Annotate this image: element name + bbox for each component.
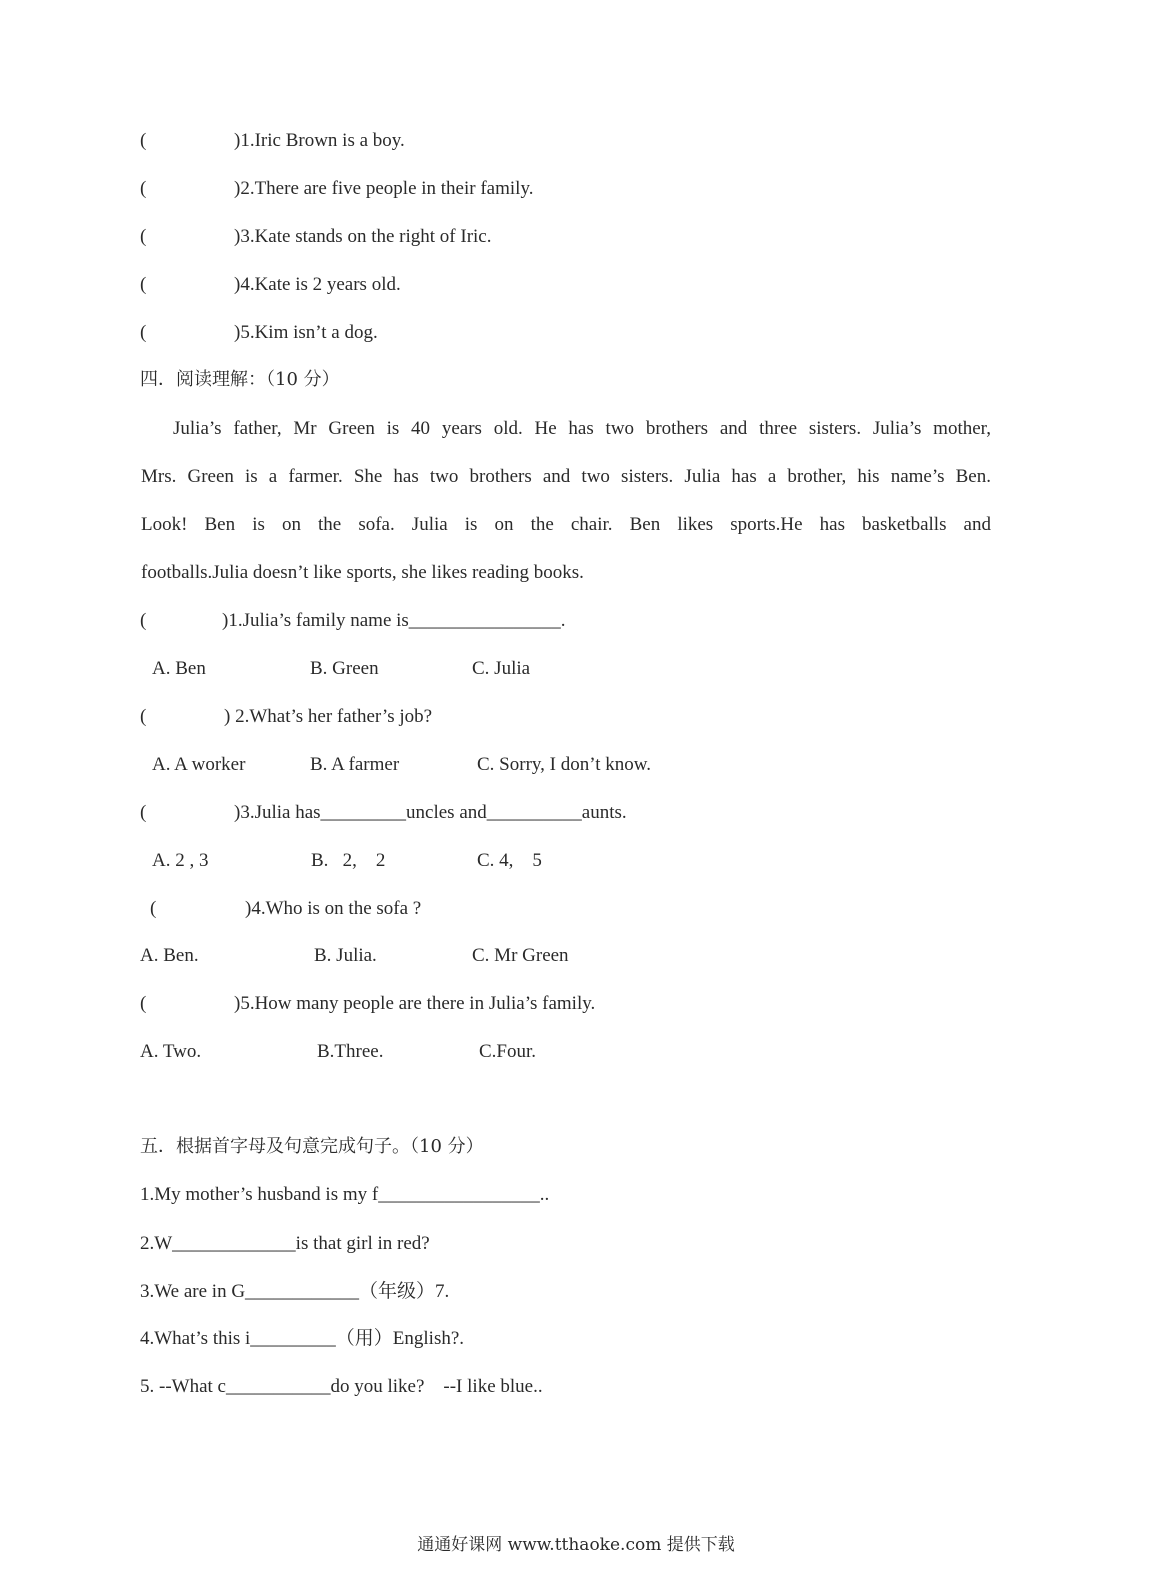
option-b: B. Green (310, 658, 379, 679)
tf-item: )5.Kim isn’t a dog. (234, 322, 378, 343)
tf-paren: ( (140, 226, 147, 247)
question-paren: ( (140, 610, 147, 631)
tf-item: )3.Kate stands on the right of Iric. (234, 226, 492, 247)
passage-line: Julia’s father, Mr Green is 40 years old. He has two brothers and three sisters. Julia’s mother, (173, 418, 991, 439)
option-a: A. Two. (140, 1041, 202, 1062)
question-paren: ( (140, 706, 147, 727)
option-a: A. Ben. (140, 945, 199, 966)
sentence-item: 5. --What c___________do you like? --I like blue.. (140, 1376, 543, 1397)
tf-item: )1.Iric Brown is a boy. (234, 130, 405, 151)
passage-line: Mrs. Green is a farmer. She has two brothers and two sisters. Julia has a brother, his name’s Ben. (141, 466, 991, 487)
page-footer: 通通好课网 www.tthaoke.com 提供下载 (417, 1535, 735, 1555)
option-b: B.Three. (317, 1041, 384, 1062)
reading-passage (141, 417, 991, 609)
option-c: C. Julia (472, 658, 531, 679)
sentence-item: 3.We are in G____________（年级）7. (140, 1281, 450, 1302)
tf-item: )2.There are five people in their family. (234, 178, 534, 199)
section4-heading: 四．阅读理解：（10 分） (140, 369, 340, 390)
tf-paren: ( (140, 322, 147, 343)
option-b: B. Julia. (314, 945, 377, 966)
section5-heading: 五．根据首字母及句意完成句子。（10 分） (140, 1136, 484, 1157)
sentence-item: 2.W_____________is that girl in red? (140, 1233, 430, 1254)
sentence-item: 1.My mother’s husband is my f_________________.. (140, 1184, 550, 1205)
option-c: C.Four. (479, 1041, 537, 1062)
passage-line: footballs.Julia doesn’t like sports, she likes reading books. (141, 562, 584, 583)
question-stem: )3.Julia has_________uncles and__________aunts. (234, 802, 627, 823)
tf-paren: ( (140, 178, 147, 199)
sentence-item: 4.What’s this i_________（用）English?. (140, 1328, 465, 1349)
option-b: B. 2, 2 (311, 850, 386, 871)
question-stem: )5.How many people are there in Julia’s family. (234, 993, 596, 1014)
question-paren: ( (140, 802, 147, 823)
option-a: A. 2 , 3 (152, 850, 209, 871)
option-c: C. Sorry, I don’t know. (477, 754, 651, 775)
tf-paren: ( (140, 274, 147, 295)
option-c: C. 4, 5 (477, 850, 542, 871)
tf-paren: ( (140, 130, 147, 151)
passage-line: Look! Ben is on the sofa. Julia is on the chair. Ben likes sports.He has basketballs and (141, 514, 991, 535)
question-stem: )4.Who is on the sofa ? (245, 898, 422, 919)
option-a: A. Ben (152, 658, 206, 679)
tf-item: )4.Kate is 2 years old. (234, 274, 401, 295)
option-a: A. A worker (152, 754, 246, 775)
question-paren: ( (140, 993, 147, 1014)
option-c: C. Mr Green (472, 945, 569, 966)
question-stem: )1.Julia’s family name is________________. (222, 610, 566, 631)
question-paren: ( (150, 898, 157, 919)
question-stem: ) 2.What’s her father’s job? (224, 706, 433, 727)
option-b: B. A farmer (310, 754, 400, 775)
